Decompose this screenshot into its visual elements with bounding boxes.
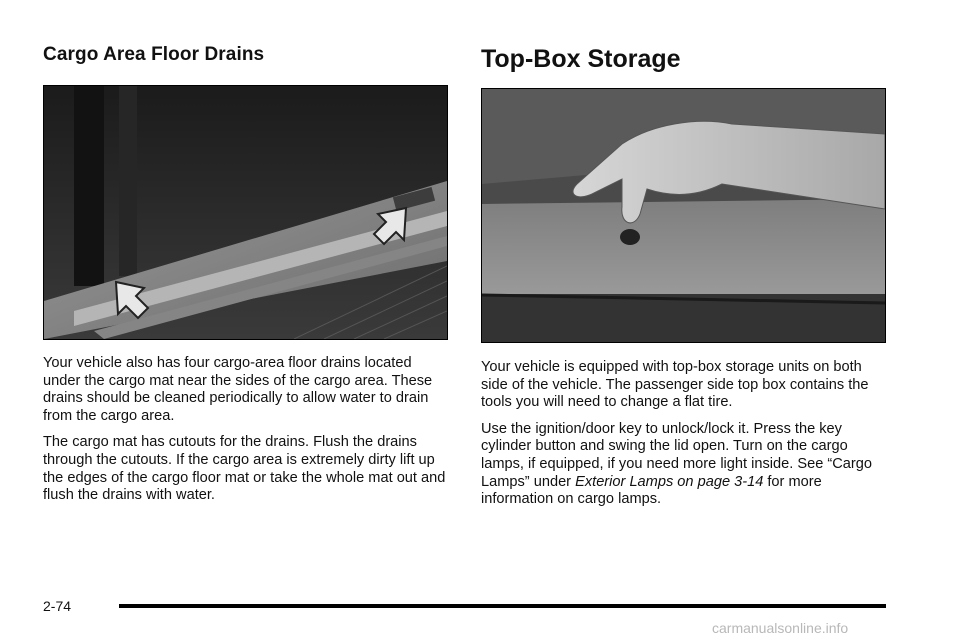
paragraph: Your vehicle also has four cargo-area floor drains located under the cargo mat near the sides of the cargo area. These drains should be cleaned periodically to allow water to drain from the cargo area. xyxy=(43,355,433,424)
footer-rule xyxy=(119,604,886,608)
top-box-text xyxy=(481,359,886,518)
cross-reference-link[interactable]: Exterior Lamps on page 3-14 xyxy=(575,473,764,490)
page-number: 2-74 xyxy=(43,598,72,614)
top-box-photo xyxy=(481,88,886,343)
paragraph: The cargo mat has cutouts for the drains. Flush the drains through the cutouts. If the cargo area is extremely dirty lift up the edges of the cargo floor mat or take the whole mat out and flush the drains with water. xyxy=(43,434,446,504)
cargo-drains-photo xyxy=(43,85,448,340)
key-cylinder xyxy=(620,229,640,245)
paragraph: Your vehicle is equipped with top-box storage units on both side of the vehicle. The passenger side top box contains the tools you will need to change a flat tire. xyxy=(481,359,869,411)
cargo-drains-text xyxy=(43,355,448,514)
paragraph: Use the ignition/door key to unlock/lock it. Press the key cylinder button and swing the lid open. Turn on the cargo lamps, if equipped, if you need more light inside. See “Cargo Lamps” under Exterior Lamps on page 3-14 for more information on cargo lamps. xyxy=(481,420,873,508)
section-heading-top-box: Top-Box Storage xyxy=(481,45,681,73)
section-heading-cargo-drains: Cargo Area Floor Drains xyxy=(43,44,265,65)
watermark: carmanualsonline.info xyxy=(712,620,849,636)
